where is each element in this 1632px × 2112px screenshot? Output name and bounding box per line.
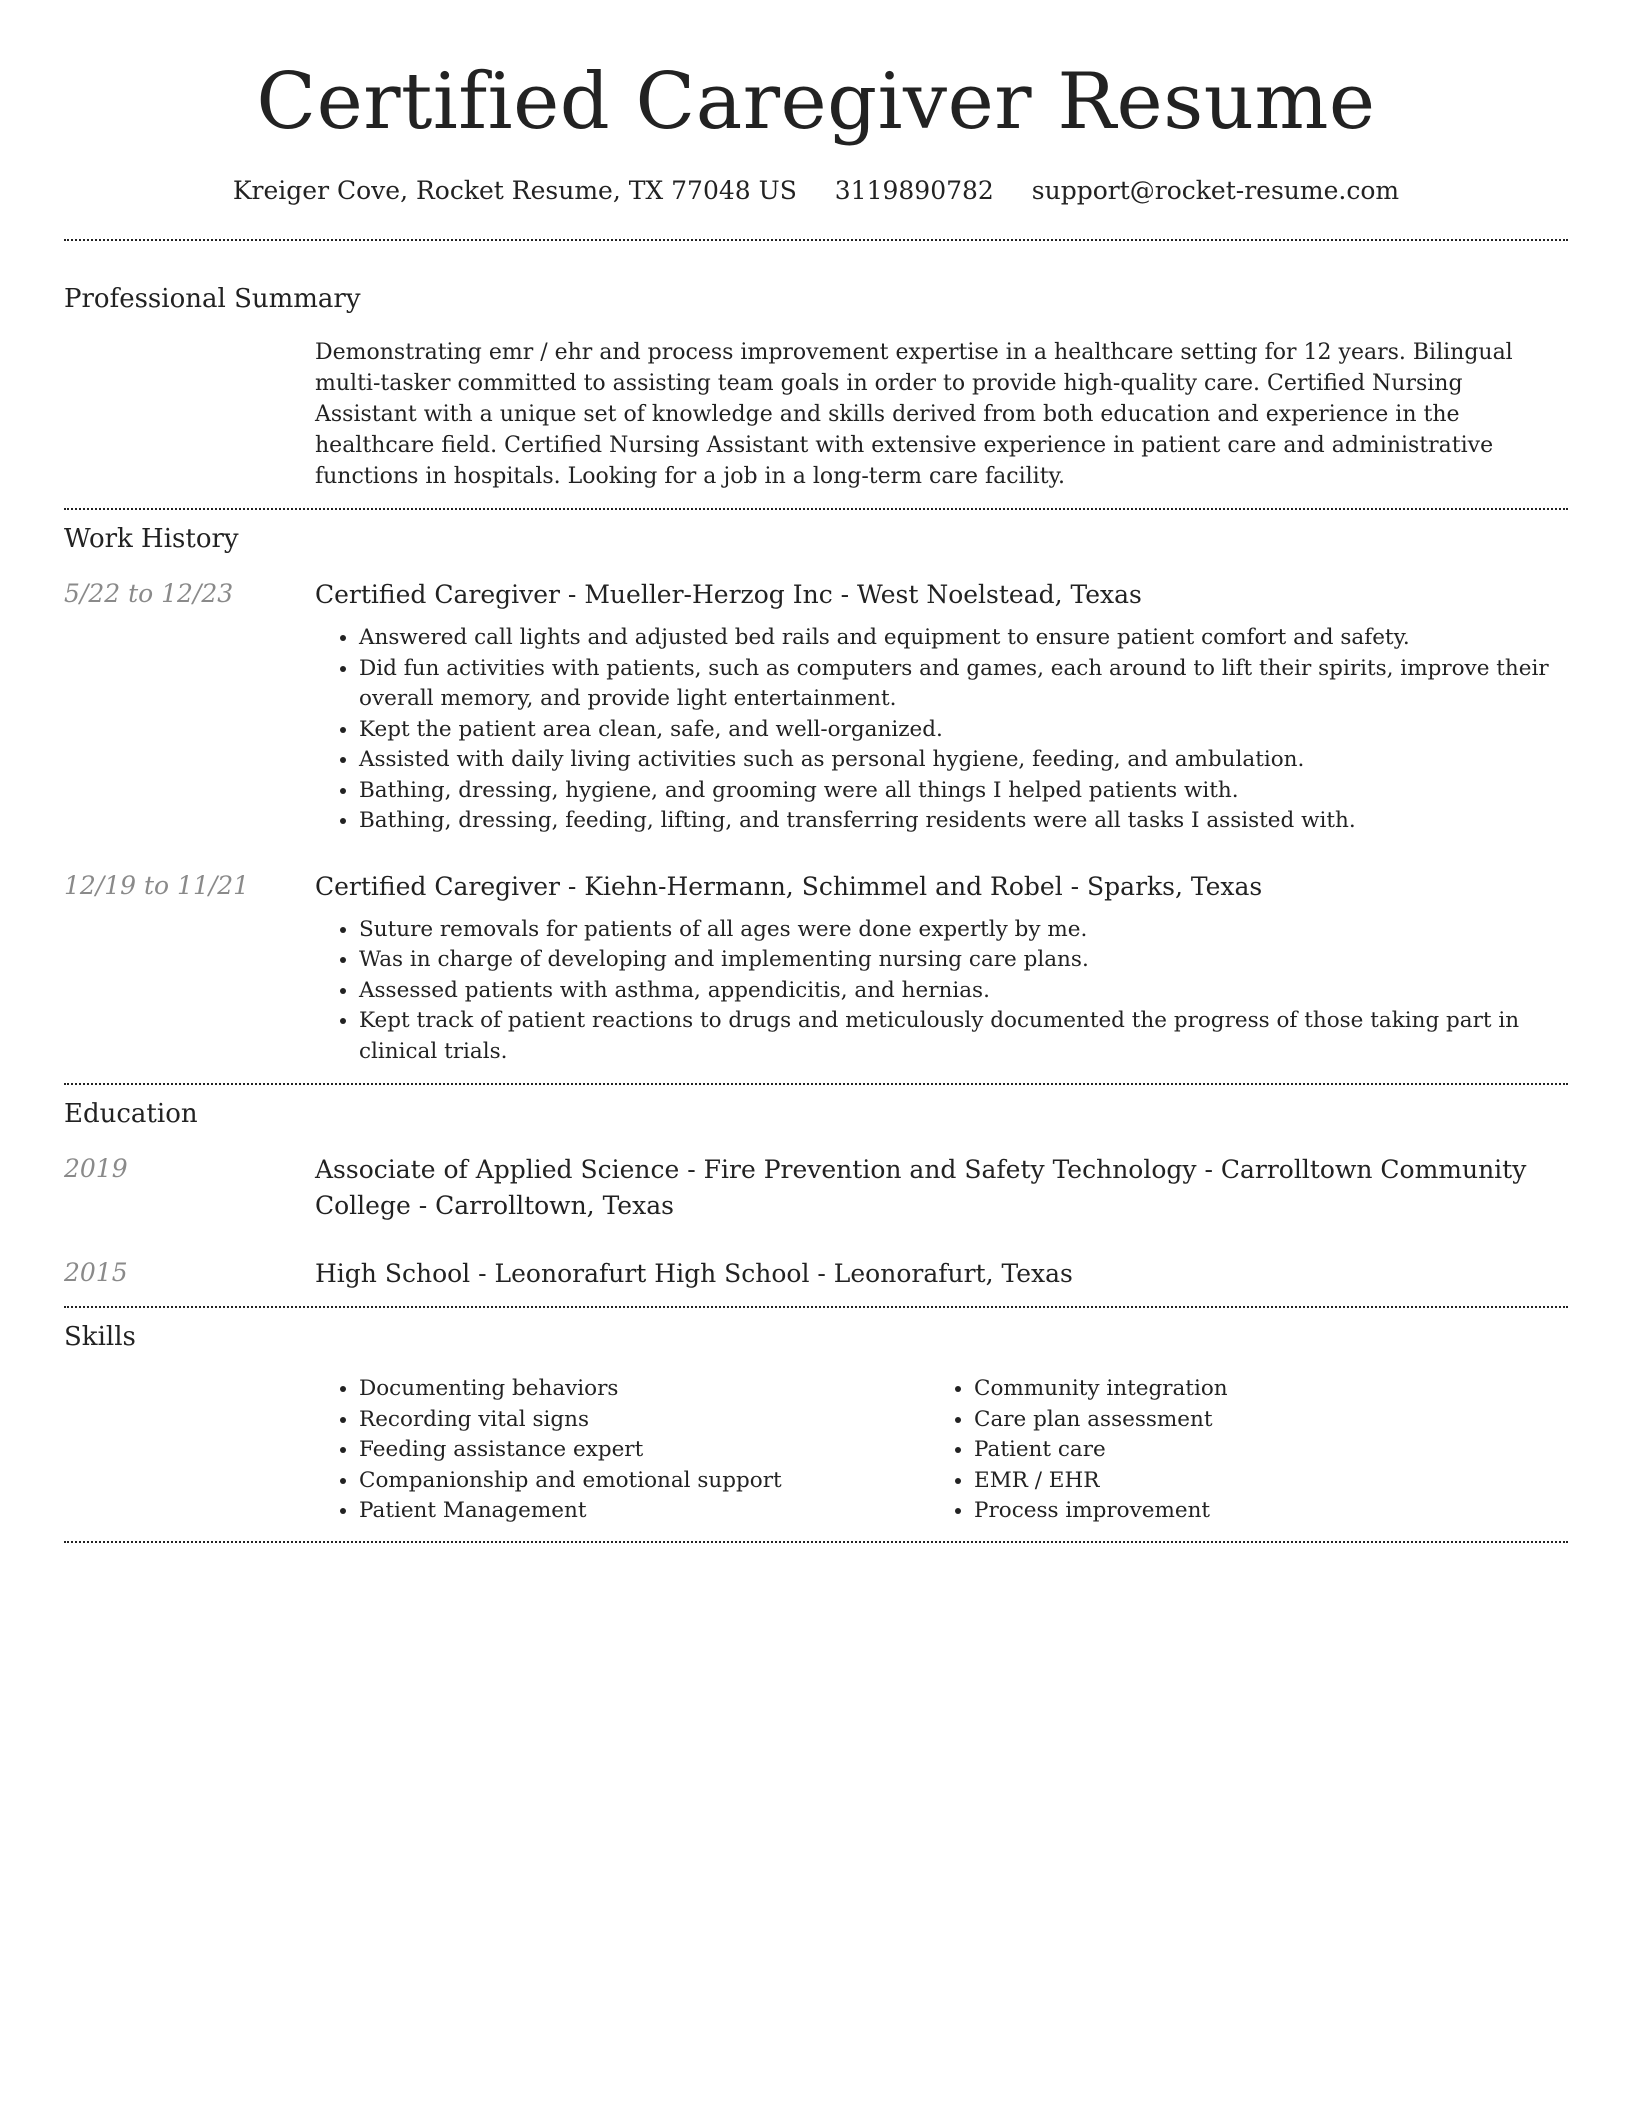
section-title-skills: Skills: [64, 1322, 136, 1352]
education-entry: [64, 1152, 1568, 1224]
skills-column-right: [930, 1374, 1545, 1527]
summary-text: Demonstrating emr / ehr and process improvement expertise in a healthcare setting for 12 years. Bilingual multi-tasker committed to assisting team goals in order to provide high-quality care. Certified Nursing Assistant with a unique set of knowledge and skills derived from both education and experience in the healthcare field. Certified Nursing Assistant with extensive experience in patient care and administrative functions in hospitals. Looking for a job in a long-term care facility.: [315, 340, 1513, 489]
education-date: 2015: [64, 1258, 128, 1287]
job-bullet: • Did fun activities with patients, such as computers and games, each around to lift their spirits, improve their overall memory, and provide light entertainment.: [359, 654, 1549, 715]
job-bullet: • Suture removals for patients of all ages were done expertly by me.: [359, 915, 1549, 946]
job-heading: Certified Caregiver - Mueller-Herzog Inc - West Noelstead, Texas: [315, 580, 1142, 609]
job-bullets: [359, 623, 1568, 837]
skills-list: [315, 1374, 1568, 1527]
job-heading: Certified Caregiver - Kiehn-Hermann, Schimmel and Robel - Sparks, Texas: [315, 871, 1263, 901]
education-date: 2019: [64, 1154, 128, 1183]
resume-page: [64, 0, 1568, 1543]
resume-title: Certified Caregiver Resume: [256, 57, 1376, 147]
contact-email: support@rocket-resume.com: [1031, 176, 1400, 205]
skill-item: • Companionship and emotional support: [359, 1466, 930, 1497]
section-title-education: Education: [64, 1099, 198, 1129]
job-bullets: [359, 915, 1568, 1068]
job-bullet: • Was in charge of developing and implementing nursing care plans.: [359, 945, 1549, 976]
skill-item: • Recording vital signs: [359, 1405, 930, 1436]
divider: [64, 1541, 1568, 1543]
skill-item: • Feeding assistance expert: [359, 1435, 930, 1466]
job-entry: [64, 577, 1568, 837]
education-entry: [64, 1256, 1568, 1292]
job-bullet: • Kept the patient area clean, safe, and well-organized.: [359, 715, 1549, 746]
skill-item: • Community integration: [974, 1374, 1545, 1405]
divider: [64, 1306, 1568, 1308]
section-title-summary: Professional Summary: [64, 284, 361, 314]
divider: [64, 1083, 1568, 1085]
skills-column-left: [315, 1374, 930, 1527]
job-bullet: • Assisted with daily living activities such as personal hygiene, feeding, and ambulation.: [359, 745, 1549, 776]
job-bullet: • Bathing, dressing, feeding, lifting, and transferring residents were all tasks I assisted with.: [359, 806, 1549, 837]
job-date: 5/22 to 12/23: [64, 579, 234, 608]
contact-line: [64, 174, 1568, 208]
skill-item: • EMR / EHR: [974, 1466, 1545, 1497]
section-title-work-history: Work History: [64, 524, 239, 554]
skill-item: • Patient Management: [359, 1496, 930, 1527]
divider: [64, 508, 1568, 510]
education-heading: Associate of Applied Science - Fire Prevention and Safety Technology - Carrolltown Community College - Carrolltown, Texas: [315, 1155, 1527, 1220]
job-date: 12/19 to 11/21: [64, 870, 250, 900]
skill-item: • Care plan assessment: [974, 1405, 1545, 1436]
skill-item: • Documenting behaviors: [359, 1374, 930, 1405]
job-bullet: • Answered call lights and adjusted bed rails and equipment to ensure patient comfort and safety.: [359, 623, 1549, 654]
contact-phone: 3119890782: [834, 176, 994, 205]
job-bullet: • Assessed patients with asthma, appendicitis, and hernias.: [359, 976, 1549, 1007]
divider: [64, 239, 1568, 241]
job-entry: [64, 869, 1568, 1068]
skill-item: • Process improvement: [974, 1496, 1545, 1527]
job-bullet: • Bathing, dressing, hygiene, and grooming were all things I helped patients with.: [359, 776, 1549, 807]
contact-address: Kreiger Cove, Rocket Resume, TX 77048 US: [232, 176, 797, 205]
education-heading: High School - Leonorafurt High School - Leonorafurt, Texas: [315, 1259, 1073, 1288]
skill-item: • Patient care: [974, 1435, 1545, 1466]
job-bullet: • Kept track of patient reactions to drugs and meticulously documented the progress of those taking part in clinical trials.: [359, 1006, 1549, 1067]
